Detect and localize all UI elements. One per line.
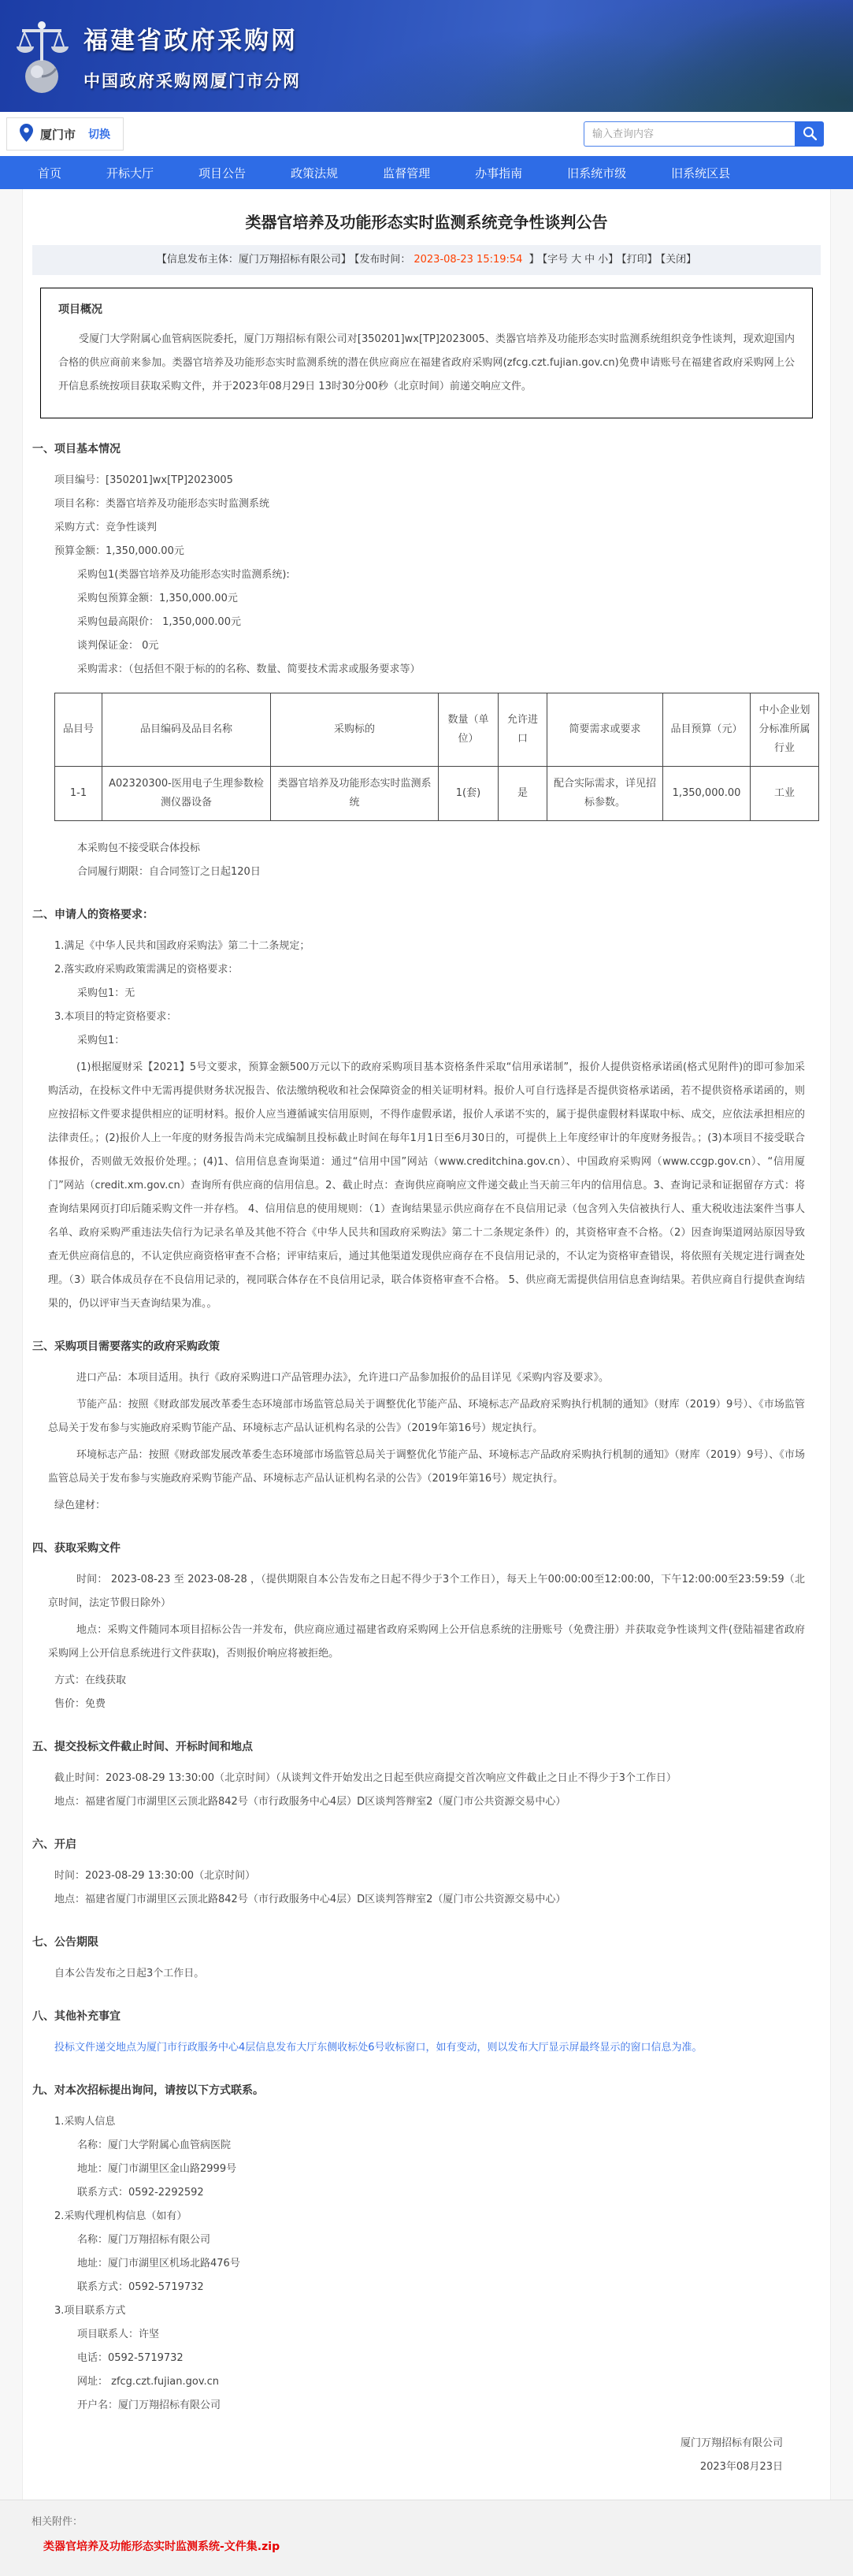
table-cell: 1-1: [55, 767, 102, 821]
section-line: 项目名称：类器官培养及功能形态实时监测系统: [54, 498, 270, 510]
section-heading-7: 七、公告期限: [32, 1936, 98, 1949]
current-city: 厦门市: [40, 127, 76, 142]
site-logo-icon: [11, 13, 72, 99]
section1-after-table-lines: [32, 837, 821, 884]
section-line: 方式：在线获取: [54, 1675, 127, 1686]
section-line: 采购包1(类器官培养及功能形态实时监测系统):: [77, 569, 290, 581]
section-line: 采购需求：（包括但不限于标的的名称、数量、简要技术需求或服务要求等）: [77, 664, 421, 675]
meta-publish-time-label: 【发布时间：: [354, 254, 411, 266]
section-heading-6: 六、开启: [32, 1838, 76, 1851]
meta-publish-time: 2023-08-23 15:19:54: [414, 254, 523, 266]
section-line: 地址：厦门市湖里区机场北路476号: [77, 2258, 240, 2269]
section-heading-8: 八、其他补充事宜: [32, 2010, 121, 2023]
table-cell: 工业: [751, 767, 819, 821]
table-cell: 1(套): [439, 767, 499, 821]
attachment-link[interactable]: 类器官培养及功能形态实时监测系统-文件集.zip: [43, 2541, 280, 2553]
search-icon: [803, 126, 817, 143]
font-size-small-button[interactable]: 小】: [598, 254, 619, 266]
section-line: 地点：福建省厦门市湖里区云顶北路842号（市行政服务中心4层）D区谈判答辩室2（厦门市公共资源交易中心）: [54, 1894, 566, 1905]
table-header-cell: 数量（单位）: [439, 693, 499, 767]
font-size-medium-button[interactable]: 中: [584, 254, 595, 266]
nav-item-1[interactable]: 开标大厅: [106, 165, 154, 180]
nav-item-7[interactable]: 旧系统区县: [671, 165, 731, 180]
meta-publisher: 【信息发布主体：厦门万翔招标有限公司】: [156, 254, 351, 266]
section-line: 联系方式：0592-5719732: [77, 2281, 204, 2293]
font-size-large-button[interactable]: 大: [571, 254, 582, 266]
section-line: 网址： zfcg.czt.fujian.gov.cn: [77, 2376, 220, 2388]
print-button[interactable]: 【打印】: [621, 254, 658, 266]
table-header-cell: 品目预算（元）: [663, 693, 751, 767]
main-nav: [0, 156, 853, 189]
section-line: 电话：0592-5719732: [77, 2352, 184, 2364]
section-heading-3: 三、采购项目需要落实的政府采购政策: [32, 1340, 220, 1353]
nav-item-2[interactable]: 项目公告: [198, 165, 247, 180]
overview-body: 受厦门大学附属心血管病医院委托，厦门万翔招标有限公司对[350201]wx[TP]2023005、类器官培养及功能形态实时监测系统组织竞争性谈判，现欢迎国内合格的供应商前来参加。类器官培养及功能形态实时监测系统的潜在供应商应在福建省政府采购网(zfcg.czt.fujian.gov.cn)免费申请账号在福建省政府采购网上公开信息系统按项目获取采购文件，并于2023年08月29日 13时30分00秒（北京时间）前递交响应文件。: [58, 333, 795, 392]
close-button[interactable]: 【关闭】: [660, 254, 697, 266]
section-line: 自本公告发布之日起3个工作日。: [54, 1968, 205, 1979]
section-heading-9: 九、对本次招标提出询问，请按以下方式联系。: [32, 2084, 264, 2097]
table-cell: A02320300-医用电子生理参数检测仪器设备: [102, 767, 271, 821]
section-line: 地址：厦门市湖里区金山路2999号: [77, 2163, 237, 2175]
meta-bar: [32, 245, 821, 275]
nav-item-3[interactable]: 政策法规: [291, 165, 339, 180]
city-selector[interactable]: [6, 117, 124, 151]
section-line: 地点：采购文件随同本项目招标公告一并发布，供应商应通过福建省政府采购网上公开信息系统的注册账号（免费注册）并获取竞争性谈判文件(登陆福建省政府采购网上公开信息系统进行文件获取)，否则报价响应将被拒绝。: [48, 1624, 805, 1660]
meta-fontsize-label: 【字号: [542, 254, 569, 266]
table-cell: 是: [499, 767, 547, 821]
section-line: 采购包1：无: [77, 987, 135, 999]
project-overview-box: [40, 288, 813, 418]
table-header-cell: 品目编码及品目名称: [102, 693, 271, 767]
table-header-cell: 中小企业划分标准所属行业: [751, 693, 819, 767]
table-header-cell: 允许进口: [499, 693, 547, 767]
search-input[interactable]: [584, 121, 795, 147]
attachments-label: 相关附件：: [32, 2516, 83, 2528]
section-line: 合同履行期限：自合同签订之日起120日: [77, 866, 261, 878]
signoff-date: 2023年08月23日: [699, 2461, 783, 2473]
meta-publish-time-end: 】: [525, 254, 540, 266]
table-cell: 配合实际需求，详见招标参数。: [547, 767, 663, 821]
section-line: 采购包1：: [77, 1035, 125, 1046]
nav-item-0[interactable]: 首页: [38, 165, 62, 180]
section-line: 时间： 2023-08-23 至 2023-08-28 ，（提供期限自本公告发布之日起不得少于3个工作日），每天上午00:00:00至12:00:00，下午12:00:00至23:59:59（北京时间，法定节假日除外）: [48, 1574, 805, 1609]
section-line: 截止时间：2023-08-29 13:30:00（北京时间）（从谈判文件开始发出之日起至供应商提交首次响应文件截止之日止不得少于3个工作日）: [54, 1772, 677, 1784]
section-line: 谈判保证金： 0元: [77, 640, 159, 652]
section-line: 开户名：厦门万翔招标有限公司: [77, 2399, 221, 2411]
section-heading: 一、项目基本情况: [32, 443, 121, 455]
procurement-items-table: [54, 693, 819, 821]
table-row: [55, 767, 819, 821]
section-heading-2: 二、申请人的资格要求：: [32, 909, 154, 921]
table-header-cell: 采购标的: [271, 693, 439, 767]
section-line: 1.满足《中华人民共和国政府采购法》第二十二条规定；: [54, 940, 310, 952]
section-line: 2.落实政府采购政策需满足的资格要求：: [54, 964, 239, 976]
section-line: 地点：福建省厦门市湖里区云顶北路842号（市行政服务中心4层）D区谈判答辩室2（厦门市公共资源交易中心）: [54, 1796, 566, 1808]
section-line: 名称：厦门大学附属心血管病医院: [77, 2139, 232, 2151]
nav-item-4[interactable]: 监督管理: [383, 165, 431, 180]
section-line: 时间：2023-08-29 13:30:00（北京时间）: [54, 1870, 256, 1882]
search-button[interactable]: [795, 121, 824, 147]
section-line: 联系方式：0592-2292592: [77, 2187, 204, 2199]
section-line: 采购方式：竞争性谈判: [54, 522, 158, 533]
announcement-card: [22, 189, 831, 2500]
table-cell: 1,350,000.00: [663, 767, 751, 821]
overview-heading: 项目概况: [58, 303, 102, 316]
section-heading-4: 四、获取采购文件: [32, 1542, 121, 1555]
signoff: [32, 2432, 821, 2479]
section-line: 采购包最高限价： 1,350,000.00元: [77, 616, 241, 628]
nav-item-6[interactable]: 旧系统市级: [567, 165, 627, 180]
section-line: 投标文件递交地点为厦门市行政服务中心4层信息发布大厅东侧收标处6号收标窗口，如有变动，则以发布大厅显示屏最终显示的窗口信息为准。: [54, 2042, 703, 2054]
switch-city-link[interactable]: 切换: [88, 128, 111, 141]
section-line: 项目联系人：许坚: [77, 2329, 160, 2340]
article-sections: [23, 440, 830, 2479]
section-line: 采购包预算金额：1,350,000.00元: [77, 593, 238, 604]
section-line: 售价：免费: [54, 1698, 106, 1710]
section-line: 本采购包不接受联合体投标: [77, 842, 201, 854]
attachments-footer: [0, 2500, 853, 2576]
section-line: 3.本项目的特定资格要求：: [54, 1011, 177, 1023]
section-line: 绿色建材：: [54, 1500, 106, 1511]
search-bar: [584, 121, 824, 147]
signoff-company: 厦门万翔招标有限公司: [680, 2437, 783, 2449]
table-cell: 类器官培养及功能形态实时监测系统: [271, 767, 439, 821]
section-line: 1.采购人信息: [54, 2116, 116, 2128]
section-heading-5: 五、提交投标文件截止时间、开标时间和地点: [32, 1741, 253, 1753]
toolbar: [0, 112, 853, 156]
sections-rest: [32, 906, 821, 2418]
section-line: 进口产品：本项目适用。执行《政府采购进口产品管理办法》，允许进口产品参加报价的品目详见《采购内容及要求》。: [76, 1372, 610, 1384]
site-titles: [83, 20, 301, 92]
location-pin-icon: [20, 124, 33, 145]
site-title: 福建省政府采购网: [83, 26, 298, 55]
table-header-cell: 简要需求或要求: [547, 693, 663, 767]
section-line: 项目编号：[350201]wx[TP]2023005: [54, 474, 233, 486]
table-header-cell: 品目号: [55, 693, 102, 767]
nav-item-5[interactable]: 办事指南: [475, 165, 523, 180]
section-line: 预算金额：1,350,000.00元: [54, 545, 184, 557]
site-subtitle: 中国政府采购网厦门市分网: [83, 71, 301, 91]
section-line: (1)根据厦财采【2021】5号文要求，预算金额500万元以下的政府采购项目基本资格条件采取“信用承诺制”，报价人提供资格承诺函(格式见附件)的即可参加采购活动，在投标文件中无需再提供财务状况报告、依法缴纳税收和社会保障资金的相关证明材料。报价人可自行选择是否提供资格承诺函，若不提供资格承诺函的，则应按招标文件要求提供相应的证明材料。报价人应当遵循诚实信用原则，不得作虚假承诺，报价人承诺不实的，属于提供虚假材料谋取中标、成交，应依法承担相应的法律责任。；(2)报价人上一年度的财务报告尚未完成编制且投标截止时间在每年1月1日至6月30日的，可提供上上年度经审计的年度财务报告。；(3)本项目不接受联合体报价，否则做无效报价处理。；(4)1、信用信息查询渠道：通过“信用中国”网站（www.creditchina.gov.cn）、中国政府采购网（www.ccgp.gov.cn）、“信用厦门”网站（credit.xm.gov.cn）查询所有供应商的信用信息。2、截止时点：查询供应商响应文件递交截止当天前三年内的信用信息。3、查询记录和证据留存方式：将查询结果网页打印后随采购文件一并存档。 4、信用信息的使用规则：（1）查询结果显示供应商存在不良信用记录（包含列入失信被执行人、重大税收违法案件当事人名单、政府采购严重违法失信行为记录名单及其他不符合《中华人民共和国政府采购法》第二十二条规定条件）的，其资格审查不合格。（2）因查询渠道网站原因导致查无供应商信息的，不认定供应商资格审查不合格；评审结束后，通过其他渠道发现供应商存在不良信用记录的，不认定为资格审查错误，将依照有关规定进行调查处理。（3）联合体成员存在不良信用记录的，视同联合体存在不良信用记录，联合体资格审查不合格。 5、供应商无需提供信用信息查询结果。若供应商自行提供查询结果的，仍以评审当天查询结果为准。。: [48, 1061, 805, 1310]
section-line: 名称：厦门万翔招标有限公司: [77, 2234, 211, 2246]
section-line: 3.项目联系方式: [54, 2305, 126, 2317]
page-title: 类器官培养及功能形态实时监测系统竞争性谈判公告: [245, 213, 608, 232]
section-line: 2.采购代理机构信息（如有）: [54, 2210, 187, 2222]
section-line: 节能产品：按照《财政部发展改革委生态环境部市场监管总局关于调整优化节能产品、环境标志产品政府采购执行机制的通知》（财库（2019）9号）、《市场监管总局关于发布参与实施政府采购节能产品、环境标志产品认证机构名录的公告》（2019年第16号）规定执行。: [48, 1399, 805, 1434]
section-line: 环境标志产品：按照《财政部发展改革委生态环境部市场监管总局关于调整优化节能产品、环境标志产品政府采购执行机制的通知》（财库（2019）9号）、《市场监管总局关于发布参与实施政府采购节能产品、环境标志产品认证机构名录的公告》（2019年第16号）规定执行。: [48, 1449, 805, 1485]
site-header: [0, 0, 853, 112]
section1-lines: [32, 469, 821, 682]
